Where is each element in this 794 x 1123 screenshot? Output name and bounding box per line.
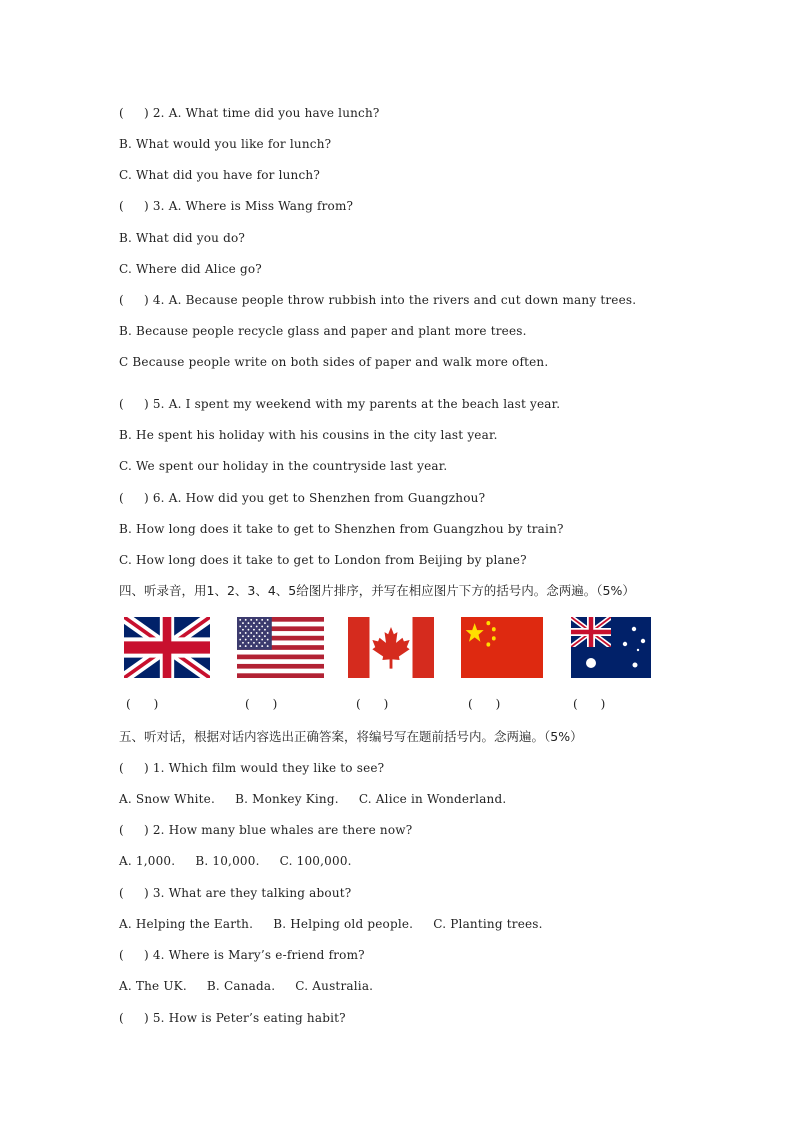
s5-question-1: ( ) 1. Which film would they like to see?: [119, 761, 385, 775]
question-5: ( ) 5. A. I spent my weekend with my parents at the beach last year.: [119, 397, 561, 411]
s5-question-3: ( ) 3. What are they talking about?: [119, 886, 352, 900]
uk-answer-blank[interactable]: ( ): [126, 697, 159, 711]
usa-flag-icon: [237, 617, 324, 678]
option-5b: B. He spent his holiday with his cousins in the city last year.: [119, 428, 498, 442]
question-2: ( ) 2. A. What time did you have lunch?: [119, 106, 380, 120]
option-2c: C. What did you have for lunch?: [119, 168, 320, 182]
canada-flag-icon: [348, 617, 434, 678]
s5-question-4: ( ) 4. Where is Mary’s e-friend from?: [119, 948, 365, 962]
section-5-heading: 五、听对话，根据对话内容选出正确答案，将编号写在题前括号内。念两遍。（5%）: [119, 729, 583, 744]
uk-flag-icon: [124, 617, 210, 678]
option-4b: B. Because people recycle glass and paper and plant more trees.: [119, 324, 527, 338]
australia-flag-icon: [571, 617, 651, 678]
s5-question-2: ( ) 2. How many blue whales are there now?: [119, 823, 413, 837]
option-2b: B. What would you like for lunch?: [119, 137, 332, 151]
option-3b: B. What did you do?: [119, 231, 246, 245]
option-3c: C. Where did Alice go?: [119, 262, 262, 276]
option-5c: C. We spent our holiday in the countryside last year.: [119, 459, 448, 473]
s5-options-3: A. Helping the Earth. B. Helping old people. C. Planting trees.: [119, 917, 543, 931]
china-flag-icon: [461, 617, 543, 678]
section-4-heading: 四、听录音，用1、2、3、4、5给图片排序，并写在相应图片下方的括号内。念两遍。（5%）: [119, 583, 635, 598]
question-3: ( ) 3. A. Where is Miss Wang from?: [119, 199, 354, 213]
option-6b: B. How long does it take to get to Shenzhen from Guangzhou by train?: [119, 522, 564, 536]
s5-options-2: A. 1,000. B. 10,000. C. 100,000.: [119, 854, 352, 868]
s5-options-4: A. The UK. B. Canada. C. Australia.: [119, 979, 374, 993]
s5-options-1: A. Snow White. B. Monkey King. C. Alice in Wonderland.: [119, 792, 507, 806]
china-answer-blank[interactable]: ( ): [468, 697, 501, 711]
question-6: ( ) 6. A. How did you get to Shenzhen from Guangzhou?: [119, 491, 486, 505]
usa-answer-blank[interactable]: ( ): [245, 697, 278, 711]
option-4c: C Because people write on both sides of paper and walk more often.: [119, 355, 549, 369]
s5-question-5: ( ) 5. How is Peter’s eating habit?: [119, 1011, 346, 1025]
question-4: ( ) 4. A. Because people throw rubbish into the rivers and cut down many trees.: [119, 293, 637, 307]
option-6c: C. How long does it take to get to London from Beijing by plane?: [119, 553, 527, 567]
canada-answer-blank[interactable]: ( ): [356, 697, 389, 711]
australia-answer-blank[interactable]: ( ): [573, 697, 606, 711]
